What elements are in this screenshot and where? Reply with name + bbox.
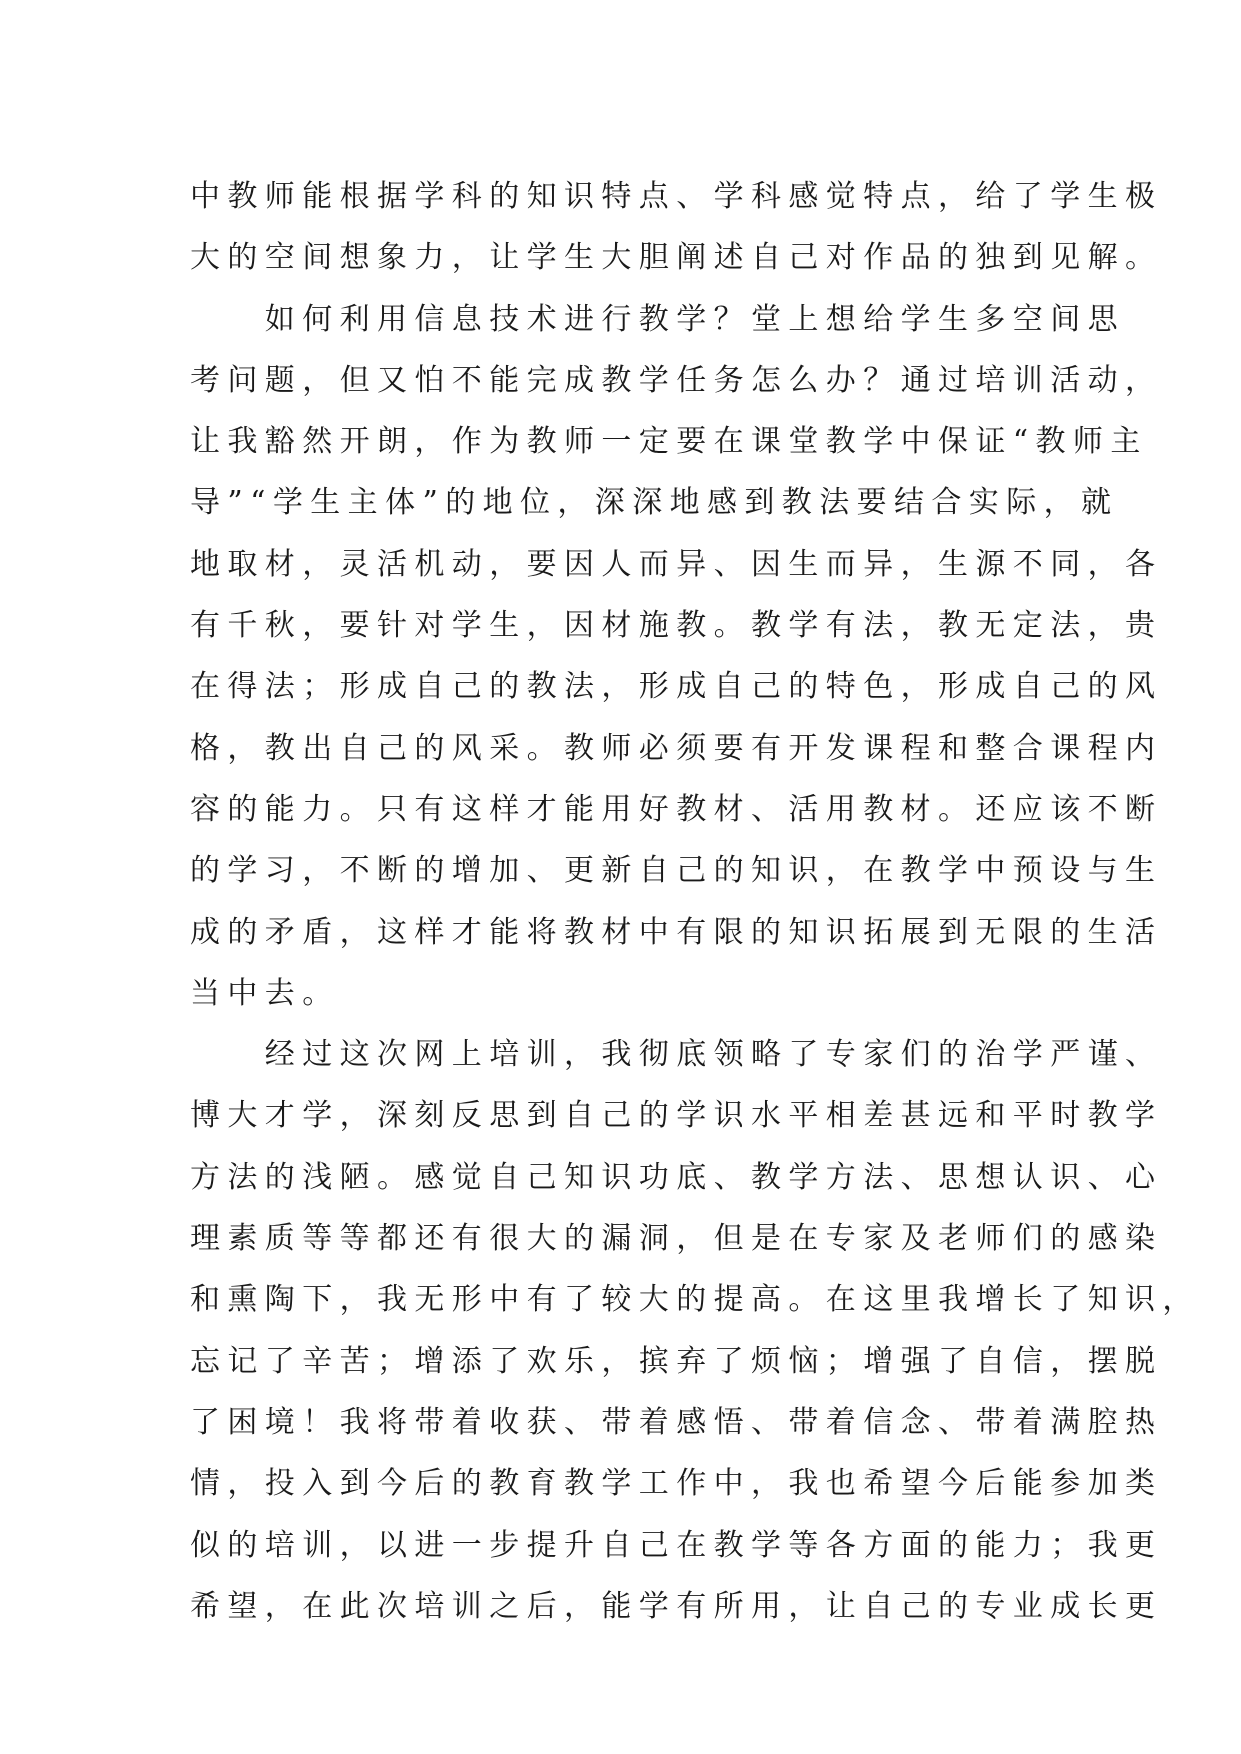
text-line: 大的空间想象力，让学生大胆阐述自己对作品的独到见解。 (190, 240, 1163, 276)
text-line: 让我豁然开朗，作为教师一定要在课堂教学中保证“教师主 (190, 424, 1148, 460)
text-line: 博大才学，深刻反思到自己的学识水平相差甚远和平时教学 (190, 1098, 1163, 1134)
text-line: 导”“学生主体”的地位，深深地感到教法要结合实际，就 (190, 485, 1119, 521)
text-line: 地取材，灵活机动，要因人而异、因生而异，生源不同，各 (190, 546, 1163, 582)
text-line: 理素质等等都还有很大的漏洞，但是在专家及老师们的感染 (190, 1221, 1163, 1257)
text-line: 了困境！我将带着收获、带着感悟、带着信念、带着满腔热 (190, 1404, 1163, 1440)
text-line: 的学习，不断的增加、更新自己的知识，在教学中预设与生 (190, 853, 1163, 889)
text-line: 如何利用信息技术进行教学？堂上想给学生多空间思 (190, 301, 1125, 337)
text-line: 似的培训，以进一步提升自己在教学等各方面的能力；我更 (190, 1527, 1163, 1563)
body-text (190, 166, 1200, 1637)
text-line: 有千秋，要针对学生，因材施教。教学有法，教无定法，贵 (190, 608, 1163, 644)
text-line: 忘记了辛苦；增添了欢乐，摈弃了烦恼；增强了自信，摆脱 (190, 1343, 1163, 1379)
text-line: 格，教出自己的风采。教师必须要有开发课程和整合课程内 (190, 730, 1163, 766)
text-line: 希望，在此次培训之后，能学有所用，让自己的专业成长更 (190, 1588, 1163, 1624)
text-line: 情，投入到今后的教育教学工作中，我也希望今后能参加类 (190, 1466, 1163, 1502)
text-line: 方法的浅陋。感觉自己知识功底、教学方法、思想认识、心 (190, 1159, 1163, 1195)
text-line: 和熏陶下，我无形中有了较大的提高。在这里我增长了知识， (190, 1282, 1200, 1318)
text-line: 当中去。 (190, 975, 340, 1011)
text-line: 经过这次网上培训，我彻底领略了专家们的治学严谨、 (190, 1037, 1163, 1073)
text-line: 在得法；形成自己的教法，形成自己的特色，形成自己的风 (190, 669, 1163, 705)
text-line: 考问题，但又怕不能完成教学任务怎么办？通过培训活动， (190, 362, 1163, 398)
text-line: 中教师能根据学科的知识特点、学科感觉特点，给了学生极 (190, 179, 1163, 214)
text-line: 容的能力。只有这样才能用好教材、活用教材。还应该不断 (190, 791, 1163, 827)
text-line: 成的矛盾，这样才能将教材中有限的知识拓展到无限的生活 (190, 914, 1163, 950)
